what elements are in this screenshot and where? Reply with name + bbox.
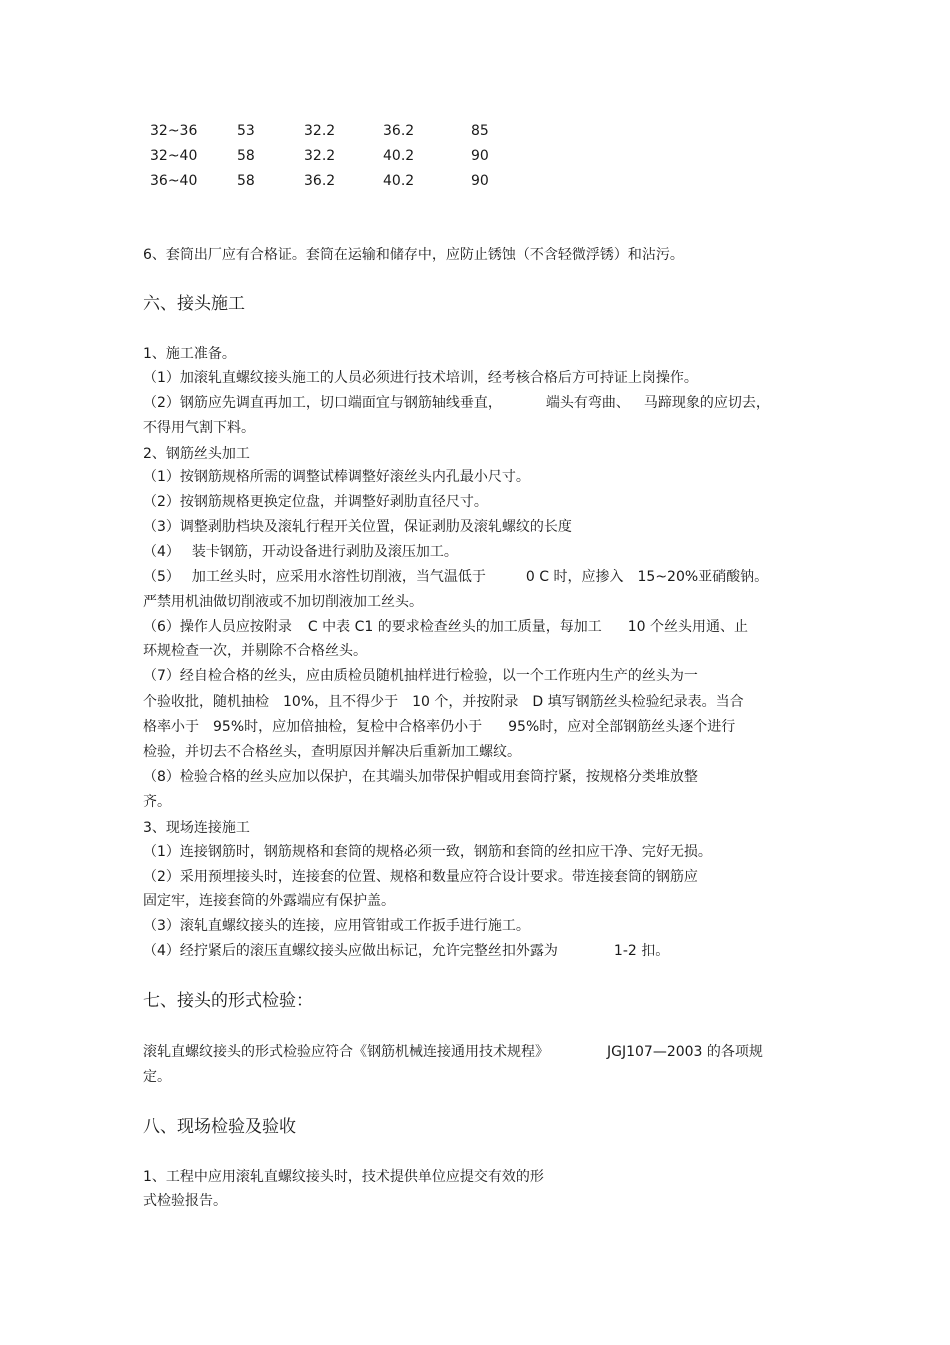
text-run: （6）操作人员应按附录 [143, 619, 292, 635]
text-run: 个验收批，随机抽检 [143, 694, 269, 710]
paragraph-line: 不得用气割下料。 [143, 420, 255, 436]
text-run: 95%时，应对全部钢筋丝头逐个进行 [508, 719, 736, 735]
text-run: 马蹄现象的应切去， [643, 395, 770, 411]
text-run: 滚轧直螺纹接头的形式检验应符合《钢筋机械连接通用技术规程》 [143, 1044, 549, 1060]
table-cell: 36.2 [383, 123, 415, 139]
paragraph-line: 严禁用机油做切削液或不加切削液加工丝头。 [143, 594, 423, 610]
paragraph-line [143, 567, 768, 587]
subsection-title: 2、钢筋丝头加工 [143, 446, 250, 462]
paragraph-line: （2）采用预埋接头时，连接套的位置、规格和数量应符合设计要求。带连接套筒的钢筋应 [143, 869, 698, 885]
paragraph-line: 固定牢，连接套筒的外露端应有保护盖。 [143, 893, 395, 909]
paragraph-line [143, 542, 458, 562]
text-run: 10 个，并按附录 [412, 694, 519, 710]
paragraph-line [143, 692, 744, 712]
paragraph-line: （1）加滚轧直螺纹接头施工的人员必须进行技术培训，经考核合格后方可持证上岗操作。 [143, 370, 698, 386]
text-run: 加工丝头时，应采用水溶性切削液，当气温低于 [191, 569, 486, 585]
paragraph-line: （1）按钢筋规格所需的调整试棒调整好滚丝头内孔最小尺寸。 [143, 469, 530, 485]
paragraph-line: （3）滚轧直螺纹接头的连接，应用管钳或工作扳手进行施工。 [143, 918, 530, 934]
text-run: （4）经拧紧后的滚压直螺纹接头应做出标记，允许完整丝扣外露为 [143, 943, 558, 959]
paragraph-line: （1）连接钢筋时，钢筋规格和套筒的规格必须一致，钢筋和套筒的丝扣应干净、完好无损。 [143, 844, 712, 860]
text-run: 端头有弯曲、 [545, 395, 630, 411]
paragraph-line: 1、工程中应用滚轧直螺纹接头时，技术提供单位应提交有效的形 [143, 1169, 544, 1185]
text-run: （4） [143, 544, 180, 560]
paragraph-line [143, 717, 735, 737]
paragraph-line: 检验，并切去不合格丝头，查明原因并解决后重新加工螺纹。 [143, 744, 521, 760]
text-run: C 中表 C1 的要求检查丝头的加工质量，每加工 [307, 619, 602, 635]
paragraph-item6: 6、套筒出厂应有合格证。套筒在运输和储存中，应防止锈蚀（不含轻微浮锈）和沾污。 [143, 247, 684, 263]
text-run: 10 个丝头用通、止 [627, 619, 748, 635]
text-run: 格率小于 [143, 719, 199, 735]
text-run: 10%，且不得少于 [283, 694, 399, 710]
paragraph-line: （8）检验合格的丝头应加以保护，在其端头加带保护帽或用套筒拧紧，按规格分类堆放整 [143, 769, 698, 785]
paragraph-line: 式检验报告。 [143, 1193, 227, 1209]
text-run: 0 C 时，应掺入 [525, 569, 624, 585]
section-heading-8: 八、现场检验及验收 [143, 1117, 296, 1137]
paragraph-line: 定。 [143, 1069, 171, 1085]
table-cell: 58 [237, 173, 255, 189]
table-cell: 36~40 [150, 173, 198, 189]
section-heading-7: 七、接头的形式检验： [143, 991, 313, 1011]
paragraph-line [143, 941, 669, 961]
subsection-title: 3、现场连接施工 [143, 820, 250, 836]
text-run: （5） [143, 569, 180, 585]
table-cell: 40.2 [383, 148, 415, 164]
table-cell: 32.2 [304, 148, 336, 164]
table-cell: 90 [471, 148, 489, 164]
subsection-title: 1、施工准备。 [143, 346, 236, 362]
paragraph-line [143, 1042, 763, 1062]
text-run: 1-2 扣。 [613, 943, 670, 959]
paragraph-line: （3）调整剥肋档块及滚轧行程开关位置，保证剥肋及滚轧螺纹的长度 [143, 519, 572, 535]
section-heading-6: 六、接头施工 [143, 294, 245, 314]
table-cell: 85 [471, 123, 489, 139]
text-run: JGJ107—2003 的各项规 [607, 1044, 763, 1060]
paragraph-line: 环规检查一次，并剔除不合格丝头。 [143, 643, 367, 659]
text-run: 装卡钢筋，开动设备进行剥肋及滚压加工。 [191, 544, 458, 560]
paragraph-line: 齐。 [143, 794, 171, 810]
table-cell: 40.2 [383, 173, 415, 189]
text-run: 15~20%亚硝酸钠。 [637, 569, 769, 585]
table-cell: 90 [471, 173, 489, 189]
table-cell: 32~36 [150, 123, 198, 139]
table-cell: 32~40 [150, 148, 198, 164]
table-cell: 53 [237, 123, 255, 139]
text-run: （2）钢筋应先调直再加工，切口端面宜与钢筋轴线垂直， [143, 395, 502, 411]
text-run: 95%时，应加倍抽检，复检中合格率仍小于 [213, 719, 483, 735]
paragraph-line: （7）经自检合格的丝头，应由质检员随机抽样进行检验，以一个工作班内生产的丝头为一 [143, 668, 698, 684]
table-cell: 58 [237, 148, 255, 164]
paragraph-line [143, 617, 748, 637]
paragraph-line: （2）按钢筋规格更换定位盘，并调整好剥肋直径尺寸。 [143, 494, 488, 510]
table-cell: 32.2 [304, 123, 336, 139]
text-run: D 填写钢筋丝头检验纪录表。当合 [532, 694, 744, 710]
paragraph-line [143, 393, 770, 413]
table-cell: 36.2 [304, 173, 336, 189]
spec-table [0, 0, 950, 200]
